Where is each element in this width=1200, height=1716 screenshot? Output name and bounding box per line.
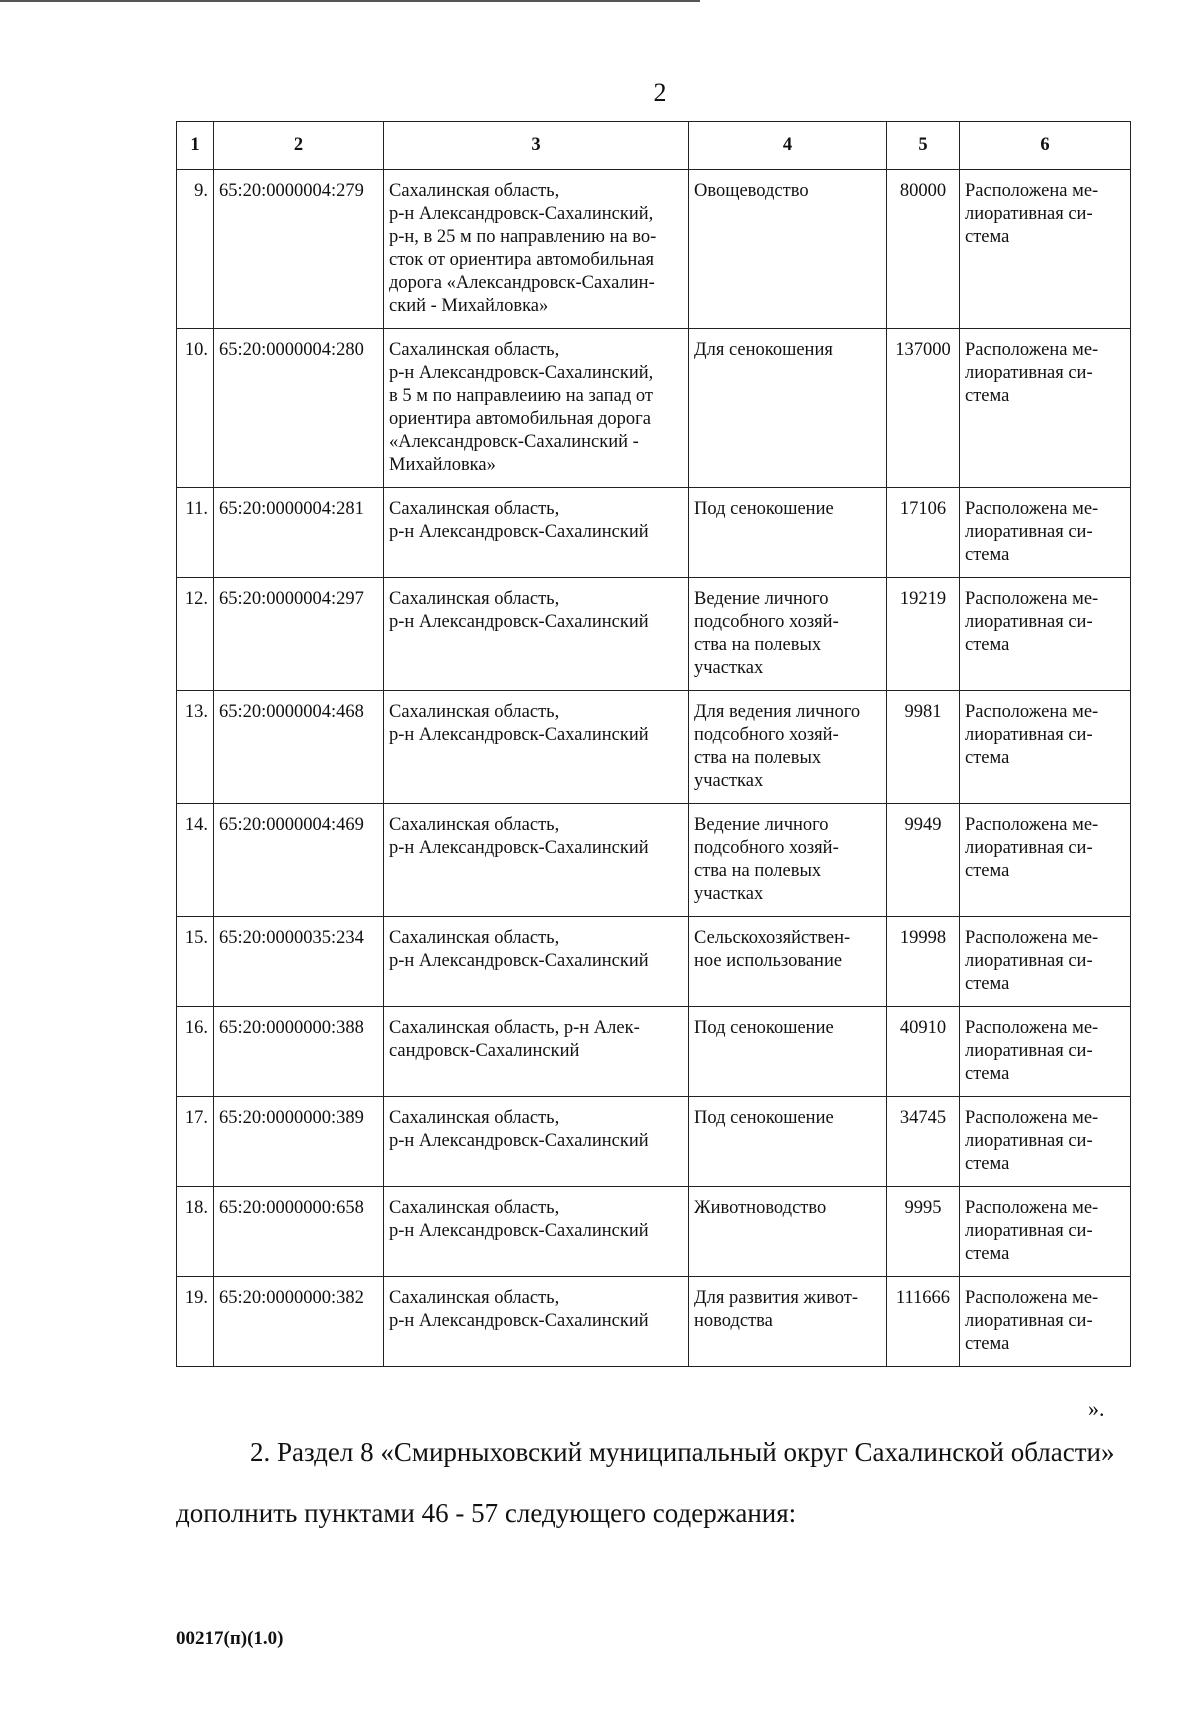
area-value: 9995 bbox=[887, 1187, 960, 1277]
location-address: Сахалинская область, р-н Александровск-Сахалинский bbox=[384, 1277, 689, 1367]
remark: Расположена ме- лиоративная си- стема bbox=[960, 578, 1131, 691]
document-code: 00217(п)(1.0) bbox=[176, 1628, 284, 1649]
top-border-line bbox=[0, 0, 700, 2]
location-address: Сахалинская область, р-н Алек- сандровск-Сахалинский bbox=[384, 1007, 689, 1097]
location-address: Сахалинская область, р-н Александровск-Сахалинский bbox=[384, 1097, 689, 1187]
col-header-3: 3 bbox=[384, 122, 689, 170]
remark: Расположена ме- лиоративная си- стема bbox=[960, 691, 1131, 804]
page-number: 2 bbox=[653, 78, 667, 107]
permitted-use: Под сенокошение bbox=[689, 1007, 887, 1097]
permitted-use: Под сенокошение bbox=[689, 1097, 887, 1187]
col-header-6: 6 bbox=[960, 122, 1131, 170]
row-number: 14. bbox=[177, 804, 214, 917]
table-row bbox=[177, 691, 1131, 804]
location-address: Сахалинская область, р-н Александровск-Сахалинский bbox=[384, 578, 689, 691]
cadastral-number: 65:20:0000004:279 bbox=[214, 170, 384, 329]
area-value: 19998 bbox=[887, 917, 960, 1007]
permitted-use: Под сенокошение bbox=[689, 488, 887, 578]
cadastral-number: 65:20:0000004:468 bbox=[214, 691, 384, 804]
remark: Расположена ме- лиоративная си- стема bbox=[960, 170, 1131, 329]
permitted-use: Для сенокошения bbox=[689, 329, 887, 488]
table-row bbox=[177, 917, 1131, 1007]
col-header-5: 5 bbox=[887, 122, 960, 170]
permitted-use: Ведение личного подсобного хозяй- ства на полевых участках bbox=[689, 578, 887, 691]
row-number: 11. bbox=[177, 488, 214, 578]
location-address: Сахалинская область, р-н Александровск-Сахалинский bbox=[384, 488, 689, 578]
row-number: 9. bbox=[177, 170, 214, 329]
cadastral-number: 65:20:0000004:469 bbox=[214, 804, 384, 917]
remark: Расположена ме- лиоративная си- стема bbox=[960, 1007, 1131, 1097]
table-row bbox=[177, 578, 1131, 691]
area-value: 137000 bbox=[887, 329, 960, 488]
cadastral-number: 65:20:0000004:281 bbox=[214, 488, 384, 578]
table-row bbox=[177, 329, 1131, 488]
row-number: 15. bbox=[177, 917, 214, 1007]
permitted-use: Для ведения личного подсобного хозяй- ства на полевых участках bbox=[689, 691, 887, 804]
remark: Расположена ме- лиоративная си- стема bbox=[960, 1187, 1131, 1277]
table-header-row bbox=[177, 122, 1131, 170]
table-row bbox=[177, 1187, 1131, 1277]
permitted-use: Овощеводство bbox=[689, 170, 887, 329]
area-value: 19219 bbox=[887, 578, 960, 691]
table-row bbox=[177, 488, 1131, 578]
location-address: Сахалинская область, р-н Александровск-Сахалинский bbox=[384, 1187, 689, 1277]
cadastral-number: 65:20:0000000:388 bbox=[214, 1007, 384, 1097]
row-number: 12. bbox=[177, 578, 214, 691]
row-number: 10. bbox=[177, 329, 214, 488]
cadastral-number: 65:20:0000035:234 bbox=[214, 917, 384, 1007]
location-address: Сахалинская область, р-н Александровск-Сахалинский, в 5 м по направлеиию на запад от ориентира автомобильная дорога «Александровск-Сахалинский - Михайловка» bbox=[384, 329, 689, 488]
cadastral-number: 65:20:0000000:389 bbox=[214, 1097, 384, 1187]
table-row bbox=[177, 1097, 1131, 1187]
location-address: Сахалинская область, р-н Александровск-Сахалинский bbox=[384, 691, 689, 804]
table-row bbox=[177, 1277, 1131, 1367]
paragraph-line-2: дополнить пунктами 46 - 57 следующего содержания: bbox=[176, 1498, 797, 1528]
paragraph-line-1: 2. Раздел 8 «Смирныховский муниципальный округ Сахалинской области» bbox=[250, 1437, 1115, 1467]
table-body bbox=[177, 170, 1131, 1367]
area-value: 80000 bbox=[887, 170, 960, 329]
cadastral-number: 65:20:0000004:297 bbox=[214, 578, 384, 691]
area-value: 111666 bbox=[887, 1277, 960, 1367]
area-value: 17106 bbox=[887, 488, 960, 578]
row-number: 17. bbox=[177, 1097, 214, 1187]
location-address: Сахалинская область, р-н Александровск-Сахалинский, р-н, в 25 м по направлению на во- сток от ориентира автомобильная дорога «Александровск-Сахалин- ский - Михайловка» bbox=[384, 170, 689, 329]
remark: Расположена ме- лиоративная си- стема bbox=[960, 917, 1131, 1007]
location-address: Сахалинская область, р-н Александровск-Сахалинский bbox=[384, 917, 689, 1007]
area-value: 40910 bbox=[887, 1007, 960, 1097]
permitted-use: Сельскохозяйствен- ное использование bbox=[689, 917, 887, 1007]
remark: Расположена ме- лиоративная си- стема bbox=[960, 804, 1131, 917]
permitted-use: Ведение личного подсобного хозяй- ства на полевых участках bbox=[689, 804, 887, 917]
permitted-use: Животноводство bbox=[689, 1187, 887, 1277]
remark: Расположена ме- лиоративная си- стема bbox=[960, 1097, 1131, 1187]
area-value: 9949 bbox=[887, 804, 960, 917]
permitted-use: Для развития живот- новодства bbox=[689, 1277, 887, 1367]
table-row bbox=[177, 170, 1131, 329]
col-header-4: 4 bbox=[689, 122, 887, 170]
remark: Расположена ме- лиоративная си- стема bbox=[960, 488, 1131, 578]
land-plots-table bbox=[176, 121, 1131, 1367]
row-number: 16. bbox=[177, 1007, 214, 1097]
row-number: 19. bbox=[177, 1277, 214, 1367]
col-header-1: 1 bbox=[177, 122, 214, 170]
cadastral-number: 65:20:0000000:382 bbox=[214, 1277, 384, 1367]
table-row bbox=[177, 804, 1131, 917]
row-number: 13. bbox=[177, 691, 214, 804]
area-value: 9981 bbox=[887, 691, 960, 804]
table-row bbox=[177, 1007, 1131, 1097]
closing-quote: ». bbox=[1088, 1396, 1105, 1421]
col-header-2: 2 bbox=[214, 122, 384, 170]
remark: Расположена ме- лиоративная си- стема bbox=[960, 329, 1131, 488]
remark: Расположена ме- лиоративная си- стема bbox=[960, 1277, 1131, 1367]
row-number: 18. bbox=[177, 1187, 214, 1277]
cadastral-number: 65:20:0000000:658 bbox=[214, 1187, 384, 1277]
area-value: 34745 bbox=[887, 1097, 960, 1187]
cadastral-number: 65:20:0000004:280 bbox=[214, 329, 384, 488]
location-address: Сахалинская область, р-н Александровск-Сахалинский bbox=[384, 804, 689, 917]
